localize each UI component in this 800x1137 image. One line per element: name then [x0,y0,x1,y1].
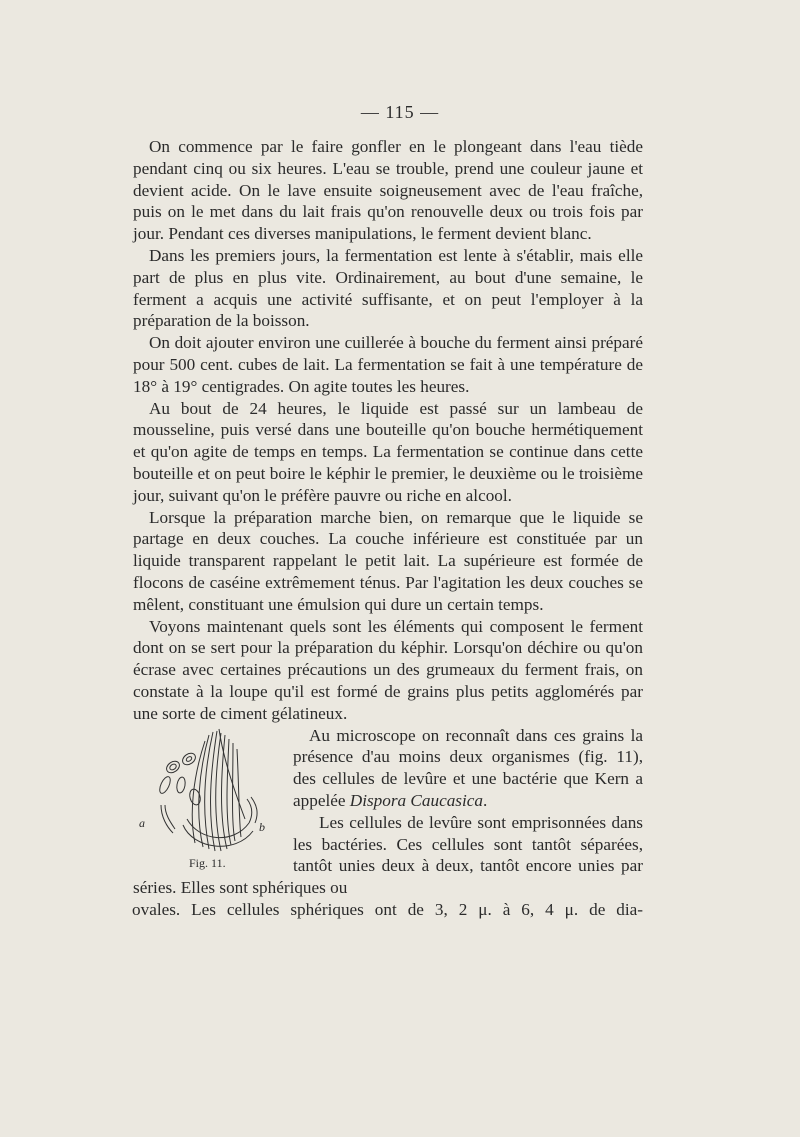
page-number: — 115 — [360,102,440,122]
body-text [133,136,643,921]
paragraph: Voyons maintenant quels sont les éléments qui composent le ferment dont on se sert pour la préparation du képhir. Lorsqu'on déchire ou qu'on écrase avec certaines précautions un des grumeaux du ferment frais, on constate à la loupe qu'il est formé de grains plus petits agglomérés par une sorte de ciment gélatineux. [133,616,643,723]
paragraph: Lorsque la préparation marche bien, on remarque que le liquide se partage en deux couches. La couche inférieure est constituée par un liquide transparent rappelant le petit lait. La supérieure est formée de flocons de caséine extrêmement ténus. Par l'agitation les deux couches se mêlent, constituant une émulsion qui dure un certain temps. [133,507,643,614]
paragraph: Dans les premiers jours, la fermentation est lente à s'établir, mais elle part de plus en plus vite. Ordinairement, au bout d'une semaine, le ferment a acquis une activité suffisante, et on peut l'employer à la préparation de la boisson. [133,245,643,331]
paragraph: On doit ajouter environ une cuillerée à bouche du ferment ainsi préparé pour 500 cent. cubes de lait. La fermentation se fait à une température de 18° à 19° centigrades. On agite toutes les heures. [133,333,643,396]
last-line: ovales. Les cellules sphériques ont de 3, 2 μ. à 6, 4 μ. de dia- [132,899,643,919]
figure-caption: Fig. 11. [189,855,226,870]
paragraph-text: Au microscope on reconnaît dans ces grains la présence d'au moins deux organismes (fig. 11), des cellules de levûre et une bactérie que Kern a appelée [293,725,643,810]
species-name: Dispora Caucasica [349,790,483,810]
figure-label-a: a [139,815,145,830]
figure-label-b: b [259,819,265,834]
paragraph: On commence par le faire gonfler en le plongeant dans l'eau tiède pendant cinq ou six heures. L'eau se trouble, prend une couleur jaune et devient acide. On le lave ensuite soigneusement avec de l'eau fraîche, puis on le met dans du lait frais qu'on renouvelle deux ou trois fois par jour. Pendant ces diverses manipulations, le ferment devient blanc. [133,137,643,244]
paragraph: Au bout de 24 heures, le liquide est passé sur un lambeau de mousseline, puis versé dans une bouteille qu'on bouche hermétiquement et qu'on agite de temps en temps. La fermentation se continue dans cette bouteille et on peut boire le képhir le premier, le deuxième ou le troisième jour, suivant qu'on le préfère pauvre ou riche en alcool. [133,398,643,505]
paragraph-text-end: . [482,790,488,810]
paragraph: Les cellules de levûre sont emprisonnées dans les bactéries. Ces cellules sont tantôt séparées, tantôt unies deux à deux, tantôt encore unies par séries. Elles sont sphériques ou [133,812,643,898]
figure-11 [133,725,287,877]
